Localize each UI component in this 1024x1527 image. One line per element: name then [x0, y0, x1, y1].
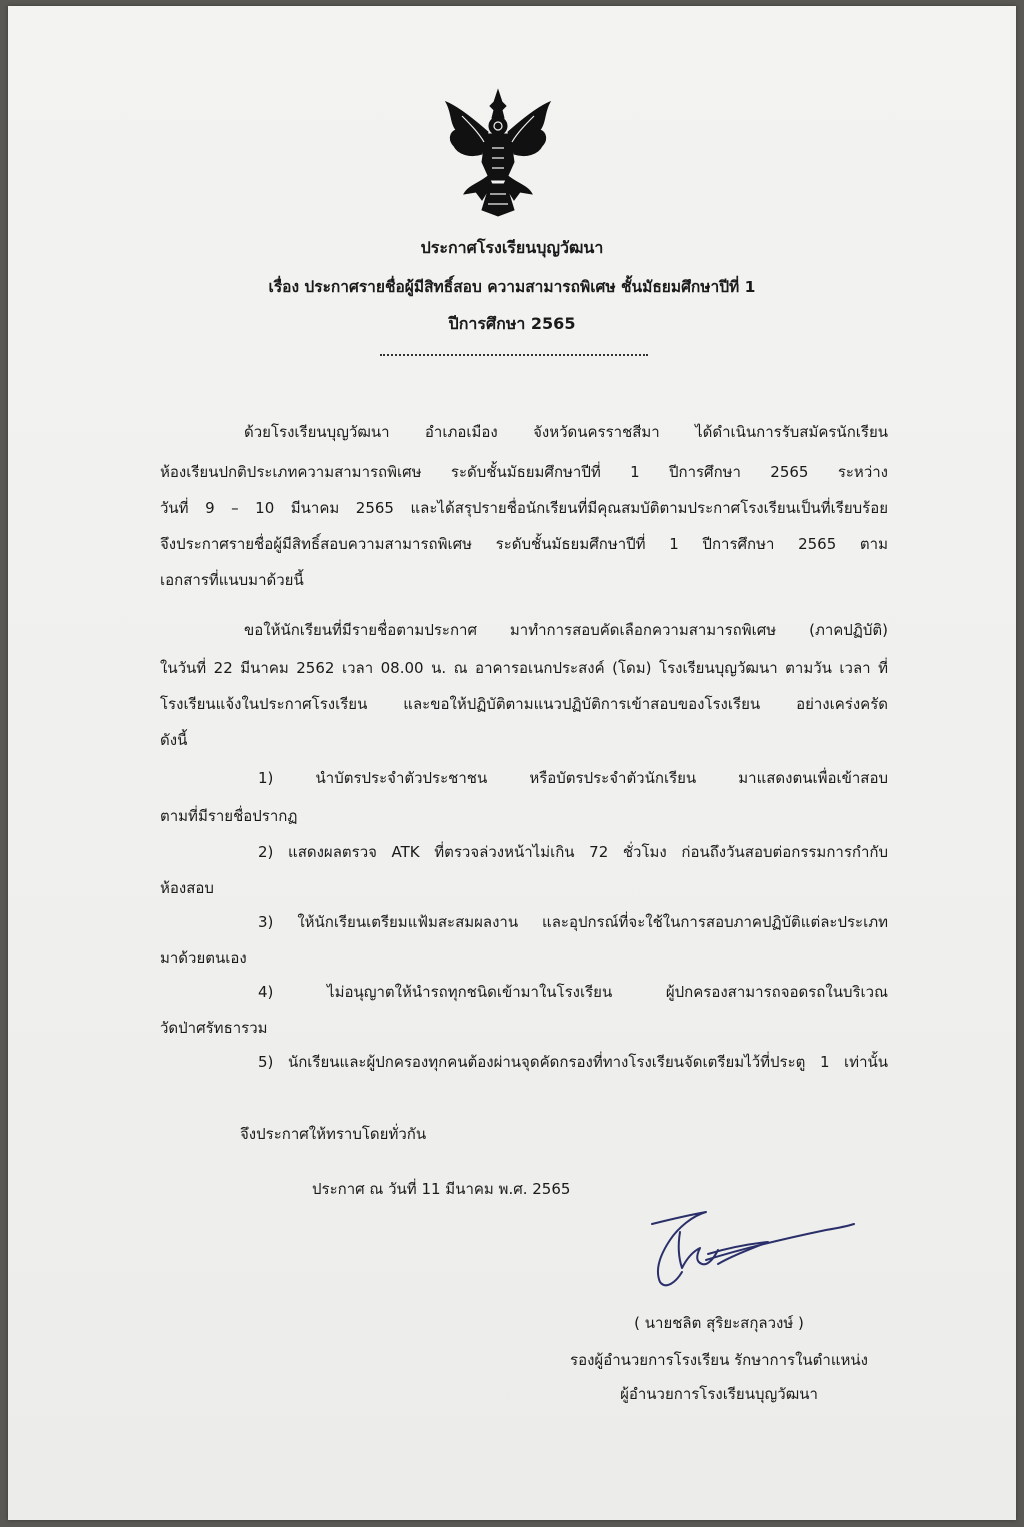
list-item: 2) แสดงผลตรวจ ATK ที่ตรวจล่วงหน้าไม่เกิน 72 ชั่วโมง ก่อนถึงวันสอบต่อกรรมการกำกับ	[258, 843, 888, 861]
signer-title: รองผู้อำนวยการโรงเรียน รักษาการในตำแหน่ง	[570, 1351, 868, 1369]
signature-icon	[648, 1198, 858, 1298]
announcement-date: ประกาศ ณ วันที่ 11 มีนาคม พ.ศ. 2565	[312, 1180, 571, 1198]
list-item: 1) นำบัตรประจำตัวประชาชน หรือบัตรประจำตัวนักเรียน มาแสดงตนเพื่อเข้าสอบ	[258, 769, 888, 787]
list-item: 3) ให้นักเรียนเตรียมแฟ้มสะสมผลงาน และอุปกรณ์ที่จะใช้ในการสอบภาคปฏิบัติแต่ละประเภท	[258, 913, 888, 931]
paragraph-line: ขอให้นักเรียนที่มีรายชื่อตามประกาศ มาทำการสอบคัดเลือกความสามารถพิเศษ (ภาคปฏิบัติ)	[244, 621, 888, 639]
list-item-continuation: มาด้วยตนเอง	[160, 949, 247, 967]
signer-name: ( นายชลิต สุริยะสกุลวงษ์ )	[634, 1314, 804, 1332]
announcement-title: ประกาศโรงเรียนบุญวัฒนา	[420, 238, 604, 257]
closing-statement: จึงประกาศให้ทราบโดยทั่วกัน	[240, 1125, 427, 1143]
academic-year: ปีการศึกษา 2565	[448, 314, 576, 333]
paragraph-line: ห้องเรียนปกติประเภทความสามารถพิเศษ ระดับชั้นมัธยมศึกษาปีที่ 1 ปีการศึกษา 2565 ระหว่าง	[160, 463, 888, 481]
list-item: 4) ไม่อนุญาตให้นำรถทุกชนิดเข้ามาในโรงเรียน ผู้ปกครองสามารถจอดรถในบริเวณ	[258, 983, 888, 1001]
list-item: 5) นักเรียนและผู้ปกครองทุกคนต้องผ่านจุดคัดกรองที่ทางโรงเรียนจัดเตรียมไว้ที่ประตู 1 เท่านั้น	[258, 1053, 888, 1071]
paragraph-line: โรงเรียนแจ้งในประกาศโรงเรียน และขอให้ปฏิบัติตามแนวปฏิบัติการเข้าสอบของโรงเรียน อย่างเคร่งครัด	[160, 695, 888, 713]
paragraph-line: เอกสารที่แนบมาด้วยนี้	[160, 571, 304, 589]
announcement-subject: เรื่อง ประกาศรายชื่อผู้มีสิทธิ์สอบ ความสามารถพิเศษ ชั้นมัธยมศึกษาปีที่ 1	[268, 278, 756, 296]
paragraph-line: ด้วยโรงเรียนบุญวัฒนา อำเภอเมือง จังหวัดนครราชสีมา ได้ดำเนินการรับสมัครนักเรียน	[244, 423, 888, 441]
paragraph-line: จึงประกาศรายชื่อผู้มีสิทธิ์สอบความสามารถพิเศษ ระดับชั้นมัธยมศึกษาปีที่ 1 ปีการศึกษา 2565 ตาม	[160, 535, 888, 553]
list-item-continuation: วัดป่าศรัทธารวม	[160, 1019, 268, 1037]
dotted-divider	[380, 354, 648, 356]
list-item-continuation: ตามที่มีรายชื่อปรากฏ	[160, 807, 298, 825]
paragraph-line: ในวันที่ 22 มีนาคม 2562 เวลา 08.00 น. ณ อาคารอเนกประสงค์ (โดม) โรงเรียนบุญวัฒนา ตามวัน เวลา ที่	[160, 659, 888, 677]
paragraph-line: วันที่ 9 – 10 มีนาคม 2565 และได้สรุปรายชื่อนักเรียนที่มีคุณสมบัติตามประกาศโรงเรียนเป็นที่เรียบร้อย	[160, 499, 888, 517]
paragraph-line: ดังนี้	[160, 731, 188, 749]
list-item-continuation: ห้องสอบ	[160, 879, 214, 897]
document-page	[8, 6, 1016, 1520]
garuda-emblem-icon	[442, 88, 554, 218]
signer-position: ผู้อำนวยการโรงเรียนบุญวัฒนา	[620, 1385, 818, 1403]
